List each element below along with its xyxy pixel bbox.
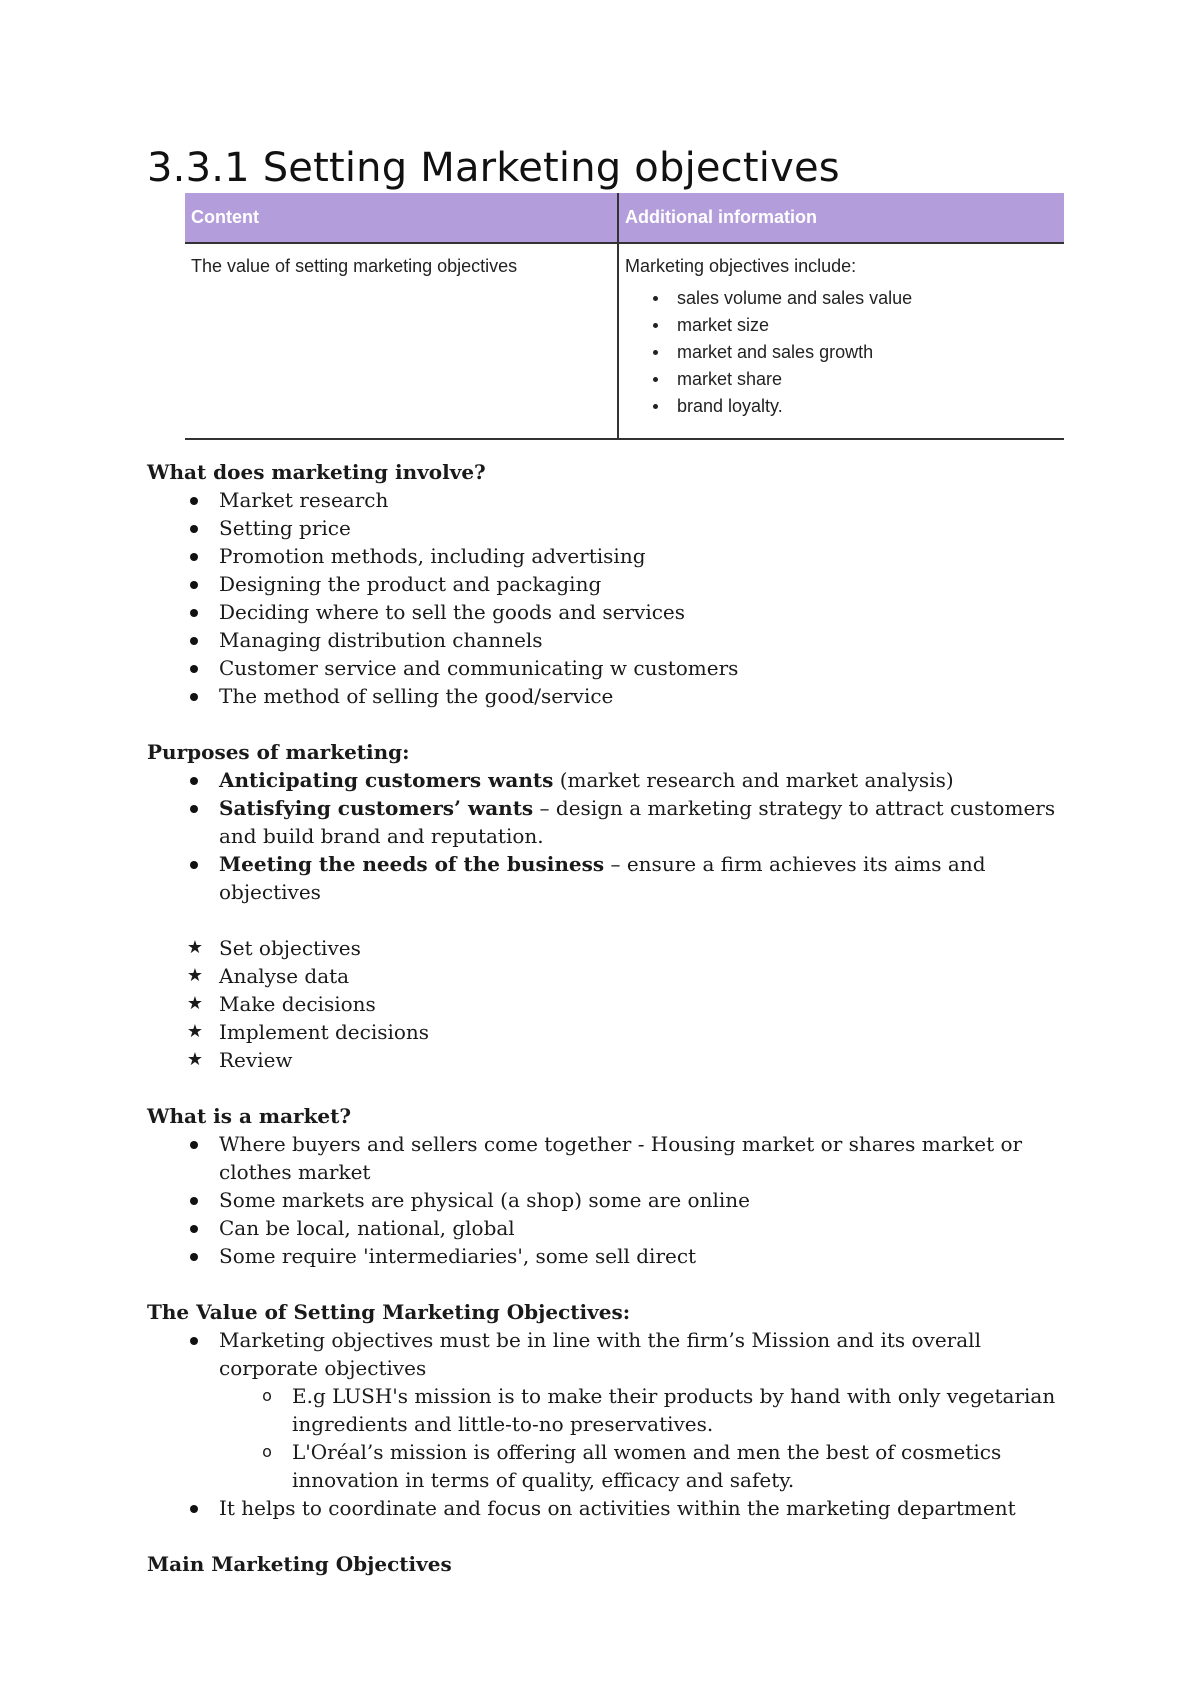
list-item xyxy=(219,1214,1067,1242)
section-title-market: What is a market? xyxy=(147,1104,352,1128)
list-item-text: Managing distribution channels xyxy=(219,628,543,652)
page-title: 3.3.1 Setting Marketing objectives xyxy=(147,145,840,191)
list-item xyxy=(219,1494,1067,1522)
circle-bullet-icon: o xyxy=(262,1442,272,1461)
star-icon: ★ xyxy=(186,1021,204,1042)
list-item-text: Review xyxy=(219,1048,293,1072)
list-item-text: L'Oréal’s mission is offering all women and men the best of cosmetics innovation in terms of quality, efficacy and safety. xyxy=(292,1440,1002,1492)
process-list xyxy=(147,934,1067,1074)
specification-table xyxy=(185,193,1064,440)
document-body xyxy=(147,458,1067,1578)
list-item: brand loyalty. xyxy=(677,393,1058,420)
list-item xyxy=(262,1382,1067,1438)
list-item xyxy=(219,486,1067,514)
list-item-text: Set objectives xyxy=(219,936,361,960)
header-content: Content xyxy=(185,193,619,242)
list-item-text: Setting price xyxy=(219,516,351,540)
list-item: market share xyxy=(677,366,1058,393)
header-additional-information: Additional information xyxy=(625,207,817,227)
circle-bullet-icon: o xyxy=(262,1386,272,1405)
list-item xyxy=(219,1326,1067,1494)
list-item-text: Promotion methods, including advertising xyxy=(219,544,646,568)
list-item-text: Deciding where to sell the goods and services xyxy=(219,600,686,624)
list-item xyxy=(219,542,1067,570)
list-item-text: Can be local, national, global xyxy=(219,1216,515,1240)
list-item xyxy=(186,1018,1067,1046)
section-title-involve: What does marketing involve? xyxy=(147,460,486,484)
table-header-row xyxy=(185,193,1064,244)
list-item xyxy=(219,682,1067,710)
list-item: market and sales growth xyxy=(677,339,1058,366)
info-intro: Marketing objectives include: xyxy=(625,256,857,276)
list-item-text: Implement decisions xyxy=(219,1020,430,1044)
list-item xyxy=(219,1242,1067,1270)
list-item-text: Customer service and communicating w customers xyxy=(219,656,739,680)
list-item-text: The method of selling the good/service xyxy=(219,684,614,708)
star-icon: ★ xyxy=(186,937,204,958)
section-title-purposes: Purposes of marketing: xyxy=(147,740,410,764)
list-item xyxy=(186,1046,1067,1074)
purpose-description: – ensure a firm achieves its aims and objectives xyxy=(219,852,986,904)
market-list xyxy=(147,1130,1067,1270)
list-item-text: Market research xyxy=(219,488,389,512)
star-icon: ★ xyxy=(186,993,204,1014)
cell-additional-information xyxy=(619,244,1064,438)
star-icon: ★ xyxy=(186,1049,204,1070)
list-item xyxy=(219,598,1067,626)
list-item-text: Marketing objectives must be in line with the firm’s Mission and its overall corporate objectives xyxy=(219,1328,981,1380)
list-item xyxy=(262,1438,1067,1494)
section-title-value: The Value of Setting Marketing Objectives: xyxy=(147,1300,631,1324)
value-sub-list xyxy=(219,1382,1067,1494)
list-item: market size xyxy=(677,312,1058,339)
purpose-description: (market research and market analysis) xyxy=(553,768,954,792)
list-item xyxy=(219,1130,1067,1186)
list-item xyxy=(219,654,1067,682)
list-item xyxy=(219,570,1067,598)
list-item: sales volume and sales value xyxy=(677,285,1058,312)
list-item xyxy=(219,1186,1067,1214)
star-icon: ★ xyxy=(186,965,204,986)
purpose-description: – design a marketing strategy to attract customers and build brand and reputation. xyxy=(219,796,1056,848)
cell-content: The value of setting marketing objectives xyxy=(185,244,619,438)
info-list xyxy=(625,285,1058,420)
list-item xyxy=(219,850,1067,906)
list-item-text: Designing the product and packaging xyxy=(219,572,602,596)
list-item-text: Some markets are physical (a shop) some are online xyxy=(219,1188,750,1212)
list-item xyxy=(219,794,1067,850)
list-item xyxy=(219,766,1067,794)
list-item xyxy=(186,962,1067,990)
value-list xyxy=(147,1326,1067,1522)
involve-list xyxy=(147,486,1067,710)
purpose-term: Anticipating customers wants xyxy=(219,768,554,792)
list-item-text: Make decisions xyxy=(219,992,376,1016)
purpose-term: Satisfying customers’ wants xyxy=(219,796,534,820)
list-item-text: It helps to coordinate and focus on activities within the marketing department xyxy=(219,1496,1016,1520)
purposes-list xyxy=(147,766,1067,906)
list-item-text: Some require 'intermediaries', some sell direct xyxy=(219,1244,697,1268)
list-item-text: Analyse data xyxy=(219,964,350,988)
list-item xyxy=(186,934,1067,962)
list-item xyxy=(186,990,1067,1018)
list-item-text: E.g LUSH's mission is to make their products by hand with only vegetarian ingredients and little-to-no preservatives. xyxy=(292,1384,1056,1436)
list-item xyxy=(219,626,1067,654)
table-row xyxy=(185,244,1064,440)
list-item-text: Where buyers and sellers come together - Housing market or shares market or clothes market xyxy=(219,1132,1023,1184)
section-title-main-objectives: Main Marketing Objectives xyxy=(147,1552,452,1576)
purpose-term: Meeting the needs of the business xyxy=(219,852,605,876)
list-item xyxy=(219,514,1067,542)
